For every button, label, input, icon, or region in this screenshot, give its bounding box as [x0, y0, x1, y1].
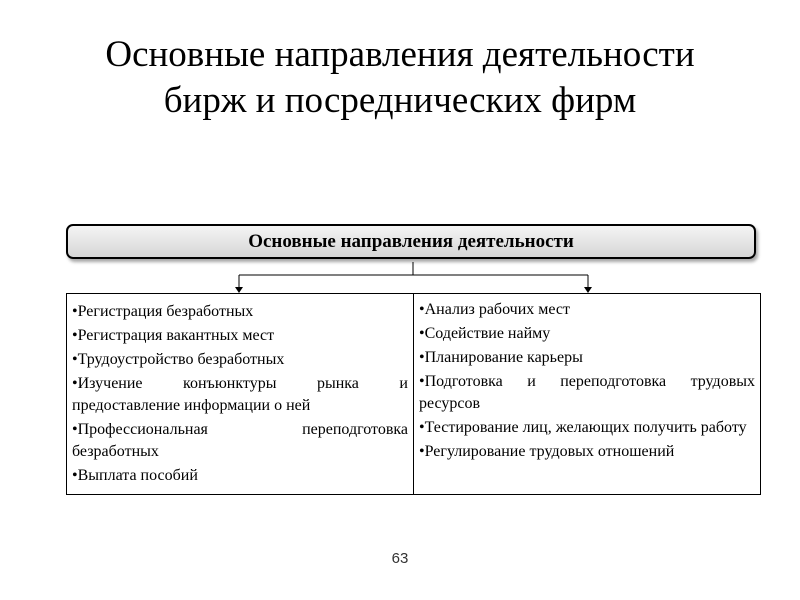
right-item: •Содействие найму	[419, 325, 551, 342]
right-item: •Регулирование трудовых отношений	[419, 443, 675, 460]
left-item: •Выплата пособий	[72, 467, 198, 484]
left-item: •Профессиональная переподготовка безработных	[72, 421, 408, 460]
slide-title	[0, 32, 800, 124]
page-number: 63	[391, 550, 409, 567]
diagram-header-label: Основные направления деятельности	[248, 230, 574, 252]
left-item: •Изучение конъюнктуры рынка и предоставление информации о ней	[72, 375, 408, 414]
left-item: •Регистрация вакантных мест	[72, 327, 275, 344]
left-activities-box	[66, 293, 414, 495]
right-item: •Тестирование лиц, желающих получить работу	[419, 419, 747, 436]
right-activities-box	[413, 293, 761, 495]
left-item: •Регистрация безработных	[72, 303, 254, 320]
right-item: •Анализ рабочих мест	[419, 301, 570, 318]
left-item: •Трудоустройство безработных	[72, 351, 285, 368]
slide-title-line-2: бирж и посреднических фирм	[163, 80, 637, 121]
right-item: •Планирование карьеры	[419, 349, 583, 366]
slide-title-line-1: Основные направления деятельности	[105, 34, 695, 75]
diagram-header-box	[66, 224, 756, 259]
right-item: •Подготовка и переподготовка трудовых ресурсов	[419, 373, 755, 412]
